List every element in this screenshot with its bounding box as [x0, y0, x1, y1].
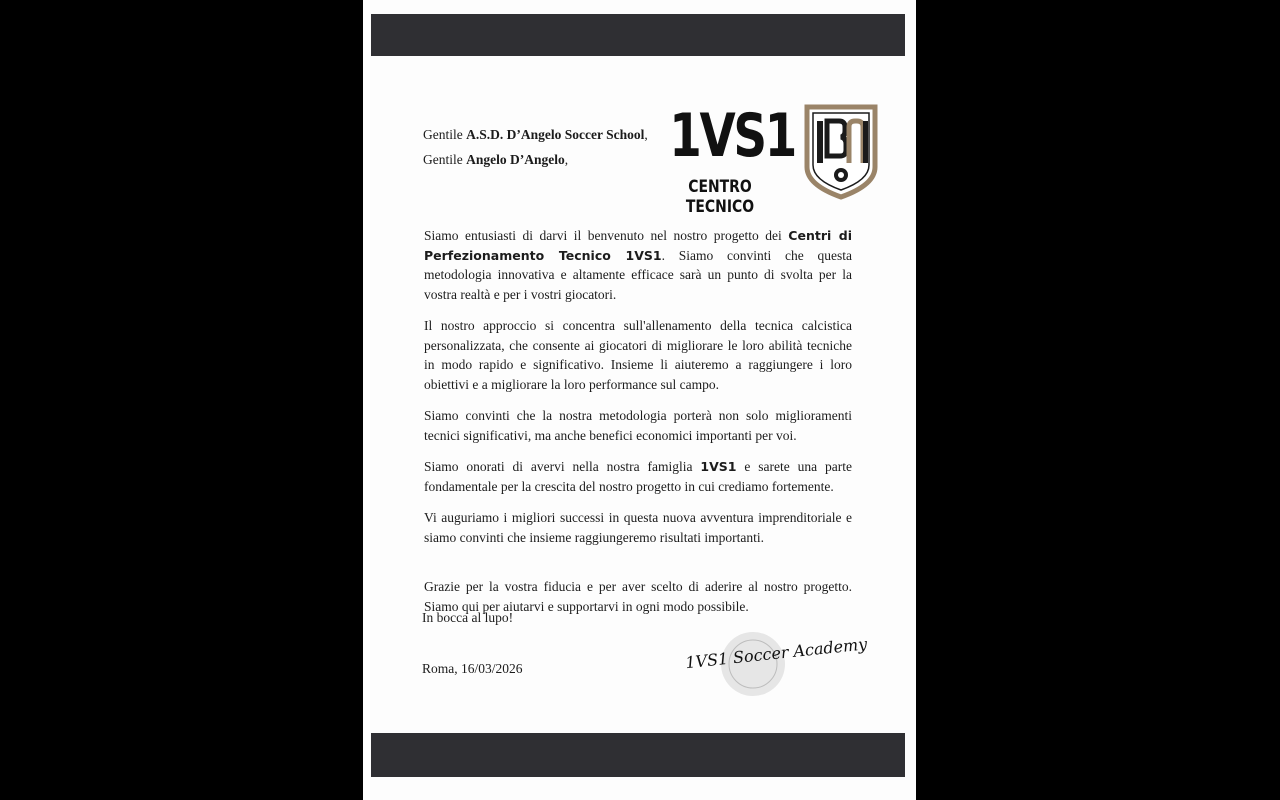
project-name: Centri di Perfezionamento Tecnico 1VS1	[424, 228, 852, 263]
1vs1-logo	[655, 100, 796, 217]
paragraph-1: Siamo entusiasti di darvi il benvenuto nel nostro progetto dei Centri di Perfezionamento Tecnico 1VS1. Siamo convinti che questa metodologia innovativa e altamente efficace sarà un punto di svolta per la vostra realtà e per i vostri giocatori.	[424, 228, 852, 302]
letter-body	[424, 226, 852, 628]
recipient-person: Angelo D’Angelo	[466, 152, 565, 167]
paragraph-6: Grazie per la vostra fiducia e per aver scelto di aderire al nostro progetto. Siamo qui per aiutarvi e supportarvi in ogni modo possibile.	[424, 579, 852, 614]
greeting-line-2: Gentile Angelo D’Angelo,	[423, 152, 569, 167]
paragraph-5: Vi auguriamo i migliori successi in questa nuova avventura imprenditoriale e siamo convinti che insieme raggiungeremo risultati importanti.	[424, 510, 852, 545]
letter-page	[363, 0, 916, 800]
logo-main-text: 1VS1	[669, 101, 796, 171]
paragraph-4: Siamo onorati di avervi nella nostra famiglia 1VS1 e sarete una parte fondamentale per la crescita del nostro progetto in cui crediamo fortemente.	[424, 459, 852, 494]
greeting-line-1: Gentile A.S.D. D’Angelo Soccer School,	[423, 127, 648, 142]
paragraph-2: Il nostro approccio si concentra sull'allenamento della tecnica calcistica personalizzata, che consente ai giocatori di migliorare le loro abilità tecniche in modo rapido e significativo. Insieme li aiuteremo a raggiungere i loro obiettivi e a migliorare la loro performance sul campo.	[424, 318, 852, 392]
signature: 1VS1 Soccer Academy	[684, 634, 869, 673]
letter-date: Roma, 16/03/2026	[422, 661, 523, 676]
closing-phrase: In bocca al lupo!	[422, 610, 514, 625]
footer-bar	[371, 733, 905, 777]
logo-sub-text: CENTRO TECNICO	[685, 177, 755, 217]
recipient-organization: A.S.D. D’Angelo Soccer School	[466, 127, 645, 142]
crest-logo-icon	[803, 103, 879, 201]
paragraph-3: Siamo convinti che la nostra metodologia porterà non solo miglioramenti tecnici significativi, ma anche benefici economici importanti per voi.	[424, 408, 852, 443]
header-bar	[371, 14, 905, 56]
brand-name: 1VS1	[700, 459, 737, 474]
